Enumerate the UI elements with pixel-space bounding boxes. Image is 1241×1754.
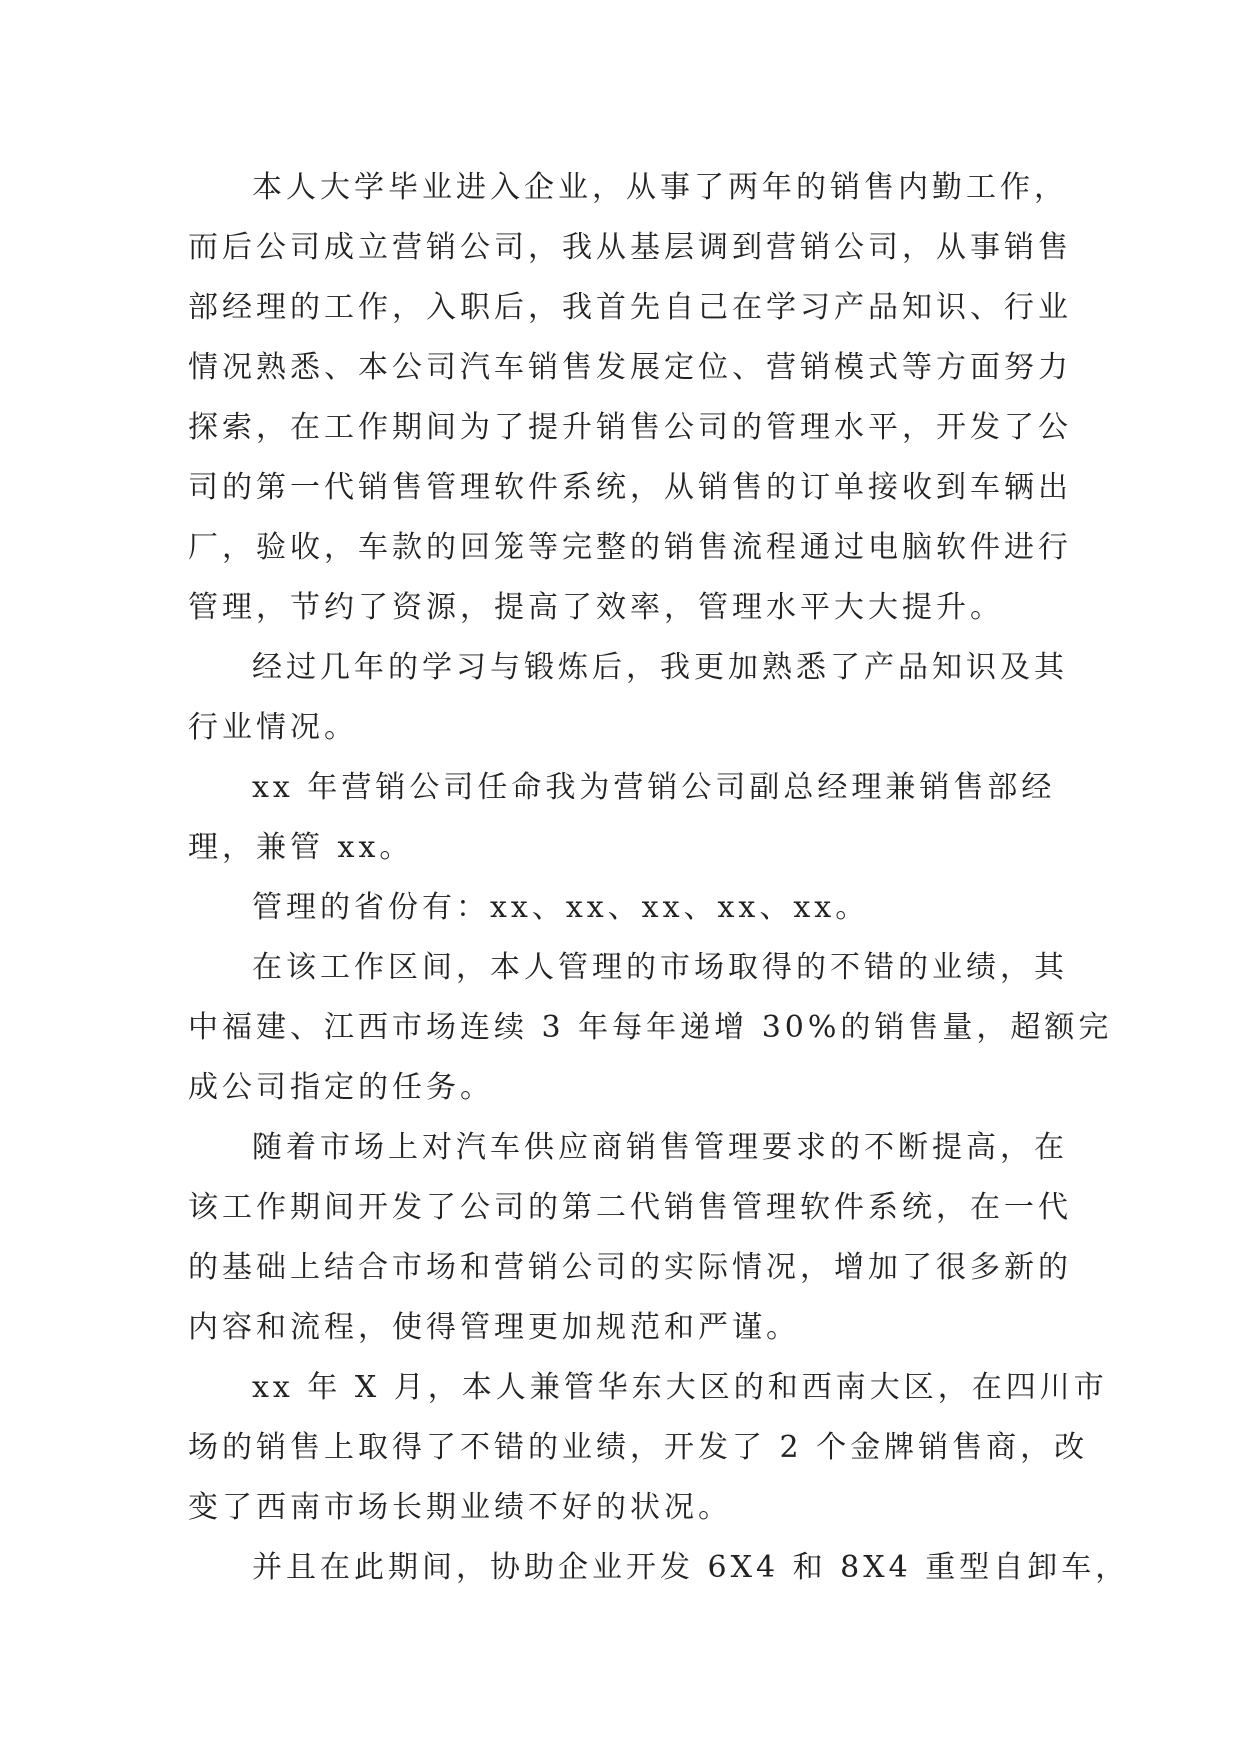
text-line: 厂，验收，车款的回笼等完整的销售流程通过电脑软件进行 xyxy=(188,530,1072,565)
text-line: 随着市场上对汽车供应商销售管理要求的不断提高，在 xyxy=(252,1130,1068,1165)
text-line: 而后公司成立营销公司，我从基层调到营销公司，从事销售 xyxy=(188,230,1072,265)
text-line: xx 年营销公司任命我为营销公司副总经理兼销售部经 xyxy=(252,770,1056,805)
text-line: 并且在此期间，协助企业开发 6X4 和 8X4 重型自卸车， xyxy=(252,1550,1130,1585)
text-line: 本人大学毕业进入企业，从事了两年的销售内勤工作， xyxy=(252,170,1068,205)
text-line: 场的销售上取得了不错的业绩，开发了 2 个金牌销售商，改 xyxy=(188,1430,1089,1465)
text-line: xx 年 X 月，本人兼管华东大区的和西南大区，在四川市 xyxy=(252,1370,1108,1405)
text-line: 司的第一代销售管理软件系统，从销售的订单接收到车辆出 xyxy=(188,470,1072,505)
text-line: 成公司指定的任务。 xyxy=(188,1070,494,1105)
text-line: 情况熟悉、本公司汽车销售发展定位、营销模式等方面努力 xyxy=(188,350,1072,385)
text-line: 在该工作区间，本人管理的市场取得的不错的业绩，其 xyxy=(252,950,1068,985)
text-line: 经过几年的学习与锻炼后，我更加熟悉了产品知识及其 xyxy=(252,650,1068,685)
text-line: 行业情况。 xyxy=(188,710,358,745)
text-line: 管理，节约了资源，提高了效率，管理水平大大提升。 xyxy=(188,590,1004,625)
text-line: 探索，在工作期间为了提升销售公司的管理水平，开发了公 xyxy=(188,410,1072,445)
text-line: 部经理的工作，入职后，我首先自己在学习产品知识、行业 xyxy=(188,290,1072,325)
text-line: 的基础上结合市场和营销公司的实际情况，增加了很多新的 xyxy=(188,1250,1072,1285)
text-line: 中福建、江西市场连续 3 年每年递增 30%的销售量，超额完 xyxy=(188,1010,1113,1045)
text-line: 该工作期间开发了公司的第二代销售管理软件系统，在一代 xyxy=(188,1190,1072,1225)
document-body xyxy=(188,158,1130,1598)
text-line: 变了西南市场长期业绩不好的状况。 xyxy=(188,1490,732,1525)
text-line: 理，兼管 xx。 xyxy=(188,830,414,865)
text-line: 内容和流程，使得管理更加规范和严谨。 xyxy=(188,1310,800,1345)
text-line: 管理的省份有：xx、xx、xx、xx、xx。 xyxy=(252,890,870,925)
